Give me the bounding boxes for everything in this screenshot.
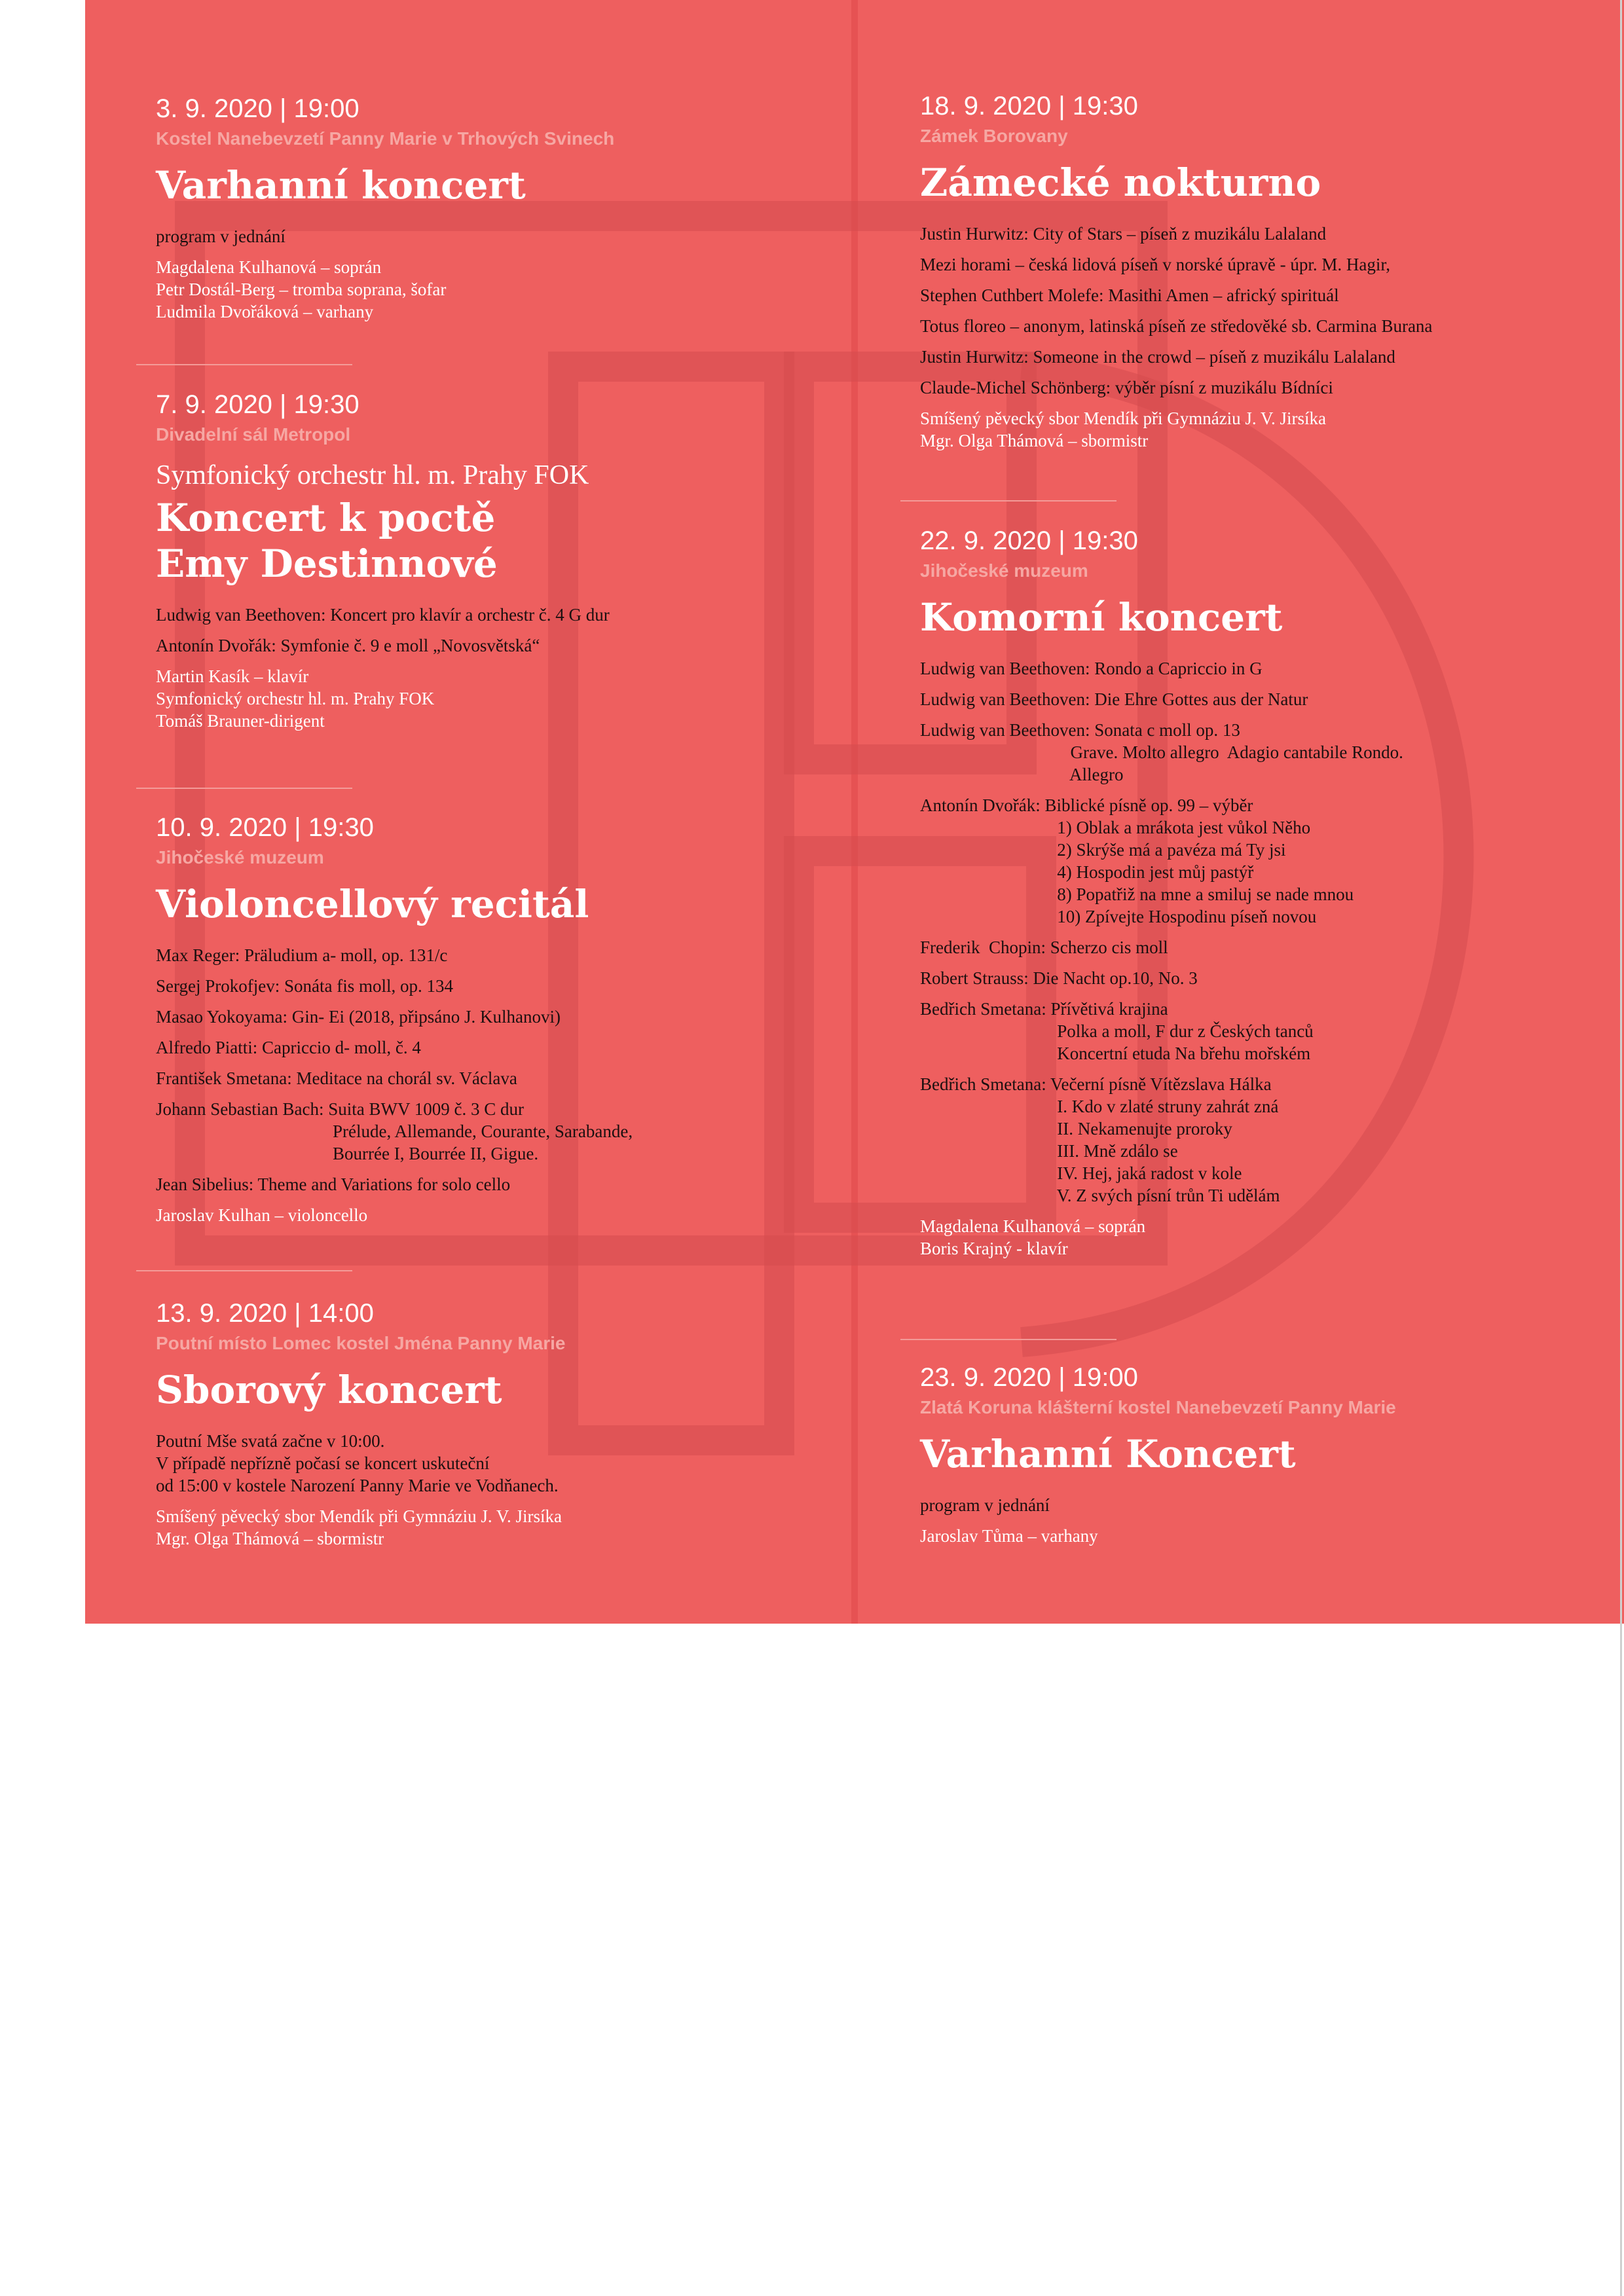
divider: [136, 788, 352, 789]
event-venue: Zámek Borovany: [920, 126, 1068, 146]
program-line: Jean Sibelius: Theme and Variations for solo cello: [156, 1175, 511, 1194]
event-date: 3. 9. 2020 | 19:00: [156, 94, 360, 123]
performer: Smíšený pěvecký sbor Mendík při Gymnáziu J. V. Jirsíka: [920, 409, 1326, 428]
program-line: Bedřich Smetana: Přívětivá krajina: [920, 999, 1168, 1019]
performers-list: [156, 256, 830, 323]
performer: Magdalena Kulhanová – soprán: [156, 257, 382, 277]
program-line: od 15:00 v kostele Narození Panny Marie ve Vodňanech.: [156, 1476, 559, 1495]
program-line: 1) Oblak a mrákota jest vůkol Něho: [920, 818, 1311, 837]
program-line: Stephen Cuthbert Molefe: Masithi Amen – africký spirituál: [920, 285, 1339, 305]
event-title-line: Koncert k poctě: [156, 496, 496, 540]
event-title: Varhanní koncert: [156, 163, 526, 208]
performer: Symfonický orchestr hl. m. Prahy FOK: [156, 689, 435, 708]
performer: Mgr. Olga Thámová – sbormistr: [156, 1529, 384, 1548]
performer: Ludmila Dvořáková – varhany: [156, 302, 374, 321]
program-line: Ludwig van Beethoven: Sonata c moll op. 13: [920, 720, 1240, 740]
event-venue: Kostel Nanebevzetí Panny Marie v Trhových Svinech: [156, 128, 615, 149]
program-line: Prélude, Allemande, Courante, Sarabande,: [156, 1121, 633, 1141]
event-date: 18. 9. 2020 | 19:30: [920, 92, 1138, 120]
event-cello-recital: [156, 811, 830, 1226]
program-line: I. Kdo v zlaté struny zahrát zná: [920, 1097, 1279, 1116]
program-line: V případě nepřízně počasí se koncert uskuteční: [156, 1453, 490, 1473]
program-list: [156, 604, 830, 657]
event-venue: Jihočeské muzeum: [156, 847, 324, 867]
program-line: Poutní Mše svatá začne v 10:00.: [156, 1431, 385, 1451]
event-venue: Jihočeské muzeum: [920, 560, 1088, 581]
performer: Mgr. Olga Thámová – sbormistr: [920, 431, 1149, 450]
performer: Smíšený pěvecký sbor Mendík při Gymnáziu J. V. Jirsíka: [156, 1506, 562, 1526]
program-line: Ludwig van Beethoven: Koncert pro klavír a orchestr č. 4 G dur: [156, 605, 610, 625]
divider: [136, 364, 352, 365]
event-venue: Poutní místo Lomec kostel Jména Panny Marie: [156, 1333, 566, 1353]
performer: Martin Kasík – klavír: [156, 666, 309, 686]
scan-edge: [1620, 0, 1622, 2296]
performer: Magdalena Kulhanová – soprán: [920, 1216, 1146, 1236]
program-line: Bourrée I, Bourrée II, Gigue.: [156, 1144, 539, 1163]
program-line: Justin Hurwitz: Someone in the crowd – píseň z muzikálu Lalaland: [920, 347, 1395, 367]
event-date: 7. 9. 2020 | 19:30: [156, 390, 360, 419]
program-line: Johann Sebastian Bach: Suita BWV 1009 č. 3 C dur: [156, 1099, 524, 1119]
program-line: Grave. Molto allegro Adagio cantabile Rondo.: [920, 742, 1403, 762]
divider: [900, 1339, 1116, 1340]
program-line: Bedřich Smetana: Večerní písně Vítězslava Hálka: [920, 1074, 1272, 1094]
program-line: Masao Yokoyama: Gin- Ei (2018, připsáno J. Kulhanovi): [156, 1007, 561, 1027]
program-line: Alfredo Piatti: Capriccio d- moll, č. 4: [156, 1038, 421, 1057]
event-pretitle: Symfonický orchestr hl. m. Prahy FOK: [156, 460, 589, 490]
program-line: Totus floreo – anonym, latinská píseň ze středověké sb. Carmina Burana: [920, 316, 1433, 336]
program-line: 10) Zpívejte Hospodinu píseň novou: [920, 907, 1317, 926]
program-line: Mezi horami – česká lidová píseň v norské úpravě - úpr. M. Hagir,: [920, 255, 1390, 274]
event-venue: Divadelní sál Metropol: [156, 424, 351, 445]
program-line: II. Nekamenujte proroky: [920, 1119, 1232, 1139]
program-list: [920, 223, 1581, 399]
event-destinn-concert: [156, 388, 830, 732]
performer: Jaroslav Tůma – varhany: [920, 1526, 1098, 1546]
program-line: Antonín Dvořák: Symfonie č. 9 e moll „Novosvětská“: [156, 636, 540, 655]
program-line: Sergej Prokofjev: Sonáta fis moll, op. 134: [156, 976, 453, 996]
performer: Boris Krajný - klavír: [920, 1239, 1068, 1258]
program-line: Claude-Michel Schönberg: výběr písní z muzikálu Bídníci: [920, 378, 1333, 397]
program-line: III. Mně zdálo se: [920, 1141, 1178, 1161]
performers-list: [156, 665, 830, 732]
program-list: [156, 944, 830, 1195]
program-line: 8) Popatřiž na mne a smiluj se nade mnou: [920, 884, 1354, 904]
performers-list: [920, 1215, 1581, 1260]
performer: Jaroslav Kulhan – violoncello: [156, 1205, 368, 1225]
event-date: 22. 9. 2020 | 19:30: [920, 526, 1138, 555]
program-line: 2) Skrýše má a pavéza má Ty jsi: [920, 840, 1286, 860]
event-date: 10. 9. 2020 | 19:30: [156, 813, 374, 842]
event-choir-concert: [156, 1296, 830, 1550]
program-line: Antonín Dvořák: Biblické písně op. 99 – výběr: [920, 795, 1253, 815]
program-line: Ludwig van Beethoven: Rondo a Capriccio in G: [920, 659, 1263, 678]
event-organ-concert-zlata-koruna: [920, 1360, 1581, 1547]
event-date: 23. 9. 2020 | 19:00: [920, 1363, 1138, 1392]
event-title: Zámecké nokturno: [920, 160, 1321, 205]
program-line: František Smetana: Meditace na chorál sv. Václava: [156, 1068, 517, 1088]
performers-list: [156, 1204, 830, 1226]
program-line: program v jednání: [156, 227, 286, 246]
program-line: Allegro: [920, 765, 1124, 784]
program-line: Max Reger: Präludium a- moll, op. 131/c: [156, 945, 448, 965]
program-line: Ludwig van Beethoven: Die Ehre Gottes aus der Natur: [920, 689, 1308, 709]
program-list: [156, 1430, 830, 1497]
performer: Petr Dostál-Berg – tromba soprana, šofar: [156, 280, 447, 299]
event-title: [156, 495, 830, 587]
event-organ-concert: [156, 92, 830, 323]
event-title-line: Emy Destinnové: [156, 541, 498, 586]
program-line: Koncertní etuda Na břehu mořském: [920, 1044, 1311, 1063]
performers-list: [920, 1525, 1581, 1547]
program-line: Polka a moll, F dur z Českých tanců: [920, 1021, 1314, 1041]
program-line: Justin Hurwitz: City of Stars – píseň z muzikálu Lalaland: [920, 224, 1327, 244]
program-list: [920, 1494, 1581, 1516]
program-line: 4) Hospodin jest můj pastýř: [920, 862, 1254, 882]
fold-line: [851, 0, 858, 1624]
performers-list: [920, 407, 1581, 452]
event-title: Sborový koncert: [156, 1368, 502, 1412]
event-date: 13. 9. 2020 | 14:00: [156, 1299, 374, 1328]
event-venue: Zlatá Koruna klášterní kostel Nanebevzetí Panny Marie: [920, 1397, 1396, 1417]
program-line: IV. Hej, jaká radost v kole: [920, 1163, 1242, 1183]
event-title: Komorní koncert: [920, 595, 1283, 640]
performer: Tomáš Brauner-dirigent: [156, 711, 325, 731]
event-castle-nocturne: [920, 89, 1581, 452]
performers-list: [156, 1505, 830, 1550]
program-line: Frederik Chopin: Scherzo cis moll: [920, 938, 1168, 957]
divider: [900, 500, 1116, 501]
divider: [136, 1270, 352, 1271]
event-chamber-concert: [920, 524, 1581, 1260]
program-line: program v jednání: [920, 1495, 1050, 1515]
program-list: [156, 225, 830, 247]
program-line: V. Z svých písní trůn Ti udělám: [920, 1186, 1280, 1205]
program-line: Robert Strauss: Die Nacht op.10, No. 3: [920, 968, 1198, 988]
event-title: Varhanní Koncert: [920, 1432, 1296, 1476]
program-list: [920, 657, 1581, 1207]
event-title: Violoncellový recitál: [156, 882, 589, 926]
